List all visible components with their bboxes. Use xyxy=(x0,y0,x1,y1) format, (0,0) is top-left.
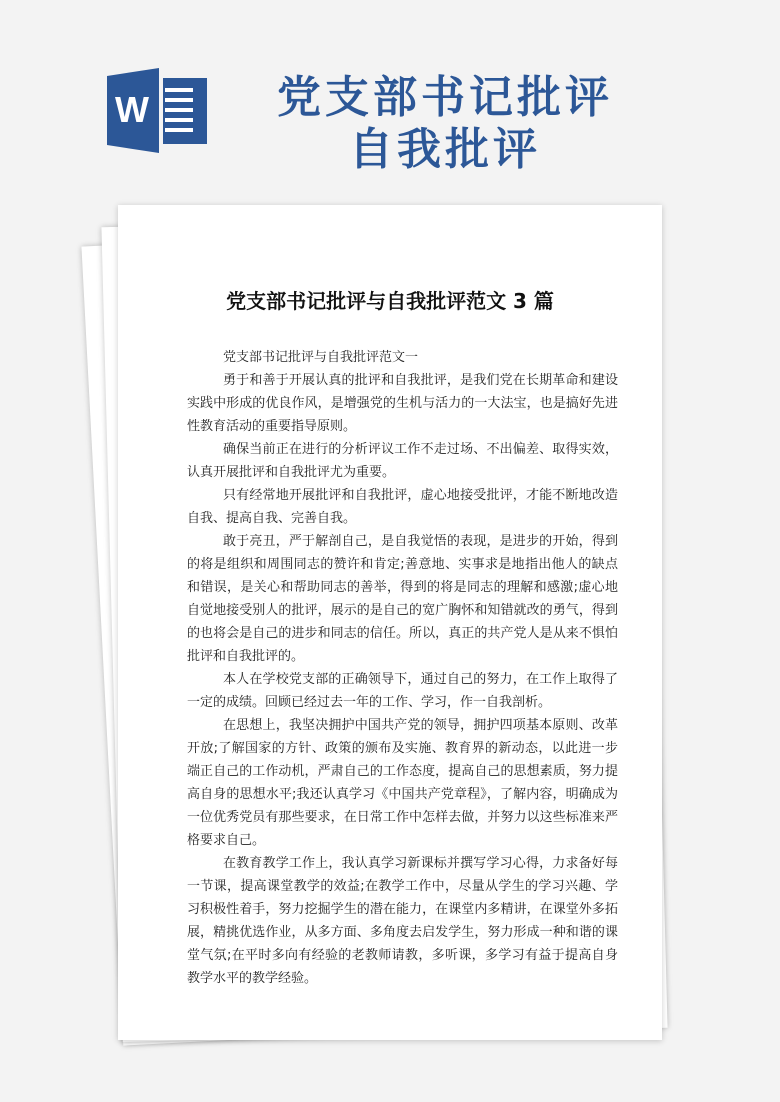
paragraph: 敢于亮丑，严于解剖自己，是自我觉悟的表现，是进步的开始，得到的将是组织和周围同志的赞许和肯定;善意地、实事求是地指出他人的缺点和错误，是关心和帮助同志的善举，得到的将是同志的理解和感激;虚心地自觉地接受别人的批评，展示的是自己的宽广胸怀和知错就改的勇气，得到的也将会是自己的进步和同志的信任。所以，真正的共产党人是从来不惧怕批评和自我批评的。 xyxy=(187,534,618,664)
document-body xyxy=(187,346,618,990)
hero-title xyxy=(250,72,640,176)
document-title: 党支部书记批评与自我批评范文 3 篇 xyxy=(226,289,554,313)
paragraph: 只有经常地开展批评和自我批评，虚心地接受批评，才能不断地改造自我、提高自我、完善自我。 xyxy=(187,488,618,526)
hero-title-line1: 党支部书记批评 xyxy=(277,72,613,123)
paragraph: 在教育教学工作上，我认真学习新课标并撰写学习心得，力求备好每一节课，提高课堂教学的效益;在教学工作中，尽量从学生的学习兴趣、学习积极性着手，努力挖掘学生的潜在能力，在课堂内多精讲，在课堂外多拓展，精挑优选作业，从多方面、多角度去启发学生，努力形成一种和谐的课堂气氛;在平时多向有经验的老教师请教，多听课，多学习有益于提高自身教学水平的教学经验。 xyxy=(187,856,618,986)
paragraph: 确保当前正在进行的分析评议工作不走过场、不出偏差、取得实效，认真开展批评和自我批评尤为重要。 xyxy=(187,442,618,480)
paragraph: 勇于和善于开展认真的批评和自我批评，是我们党在长期革命和建设实践中形成的优良作风，是增强党的生机与活力的一大法宝，也是搞好先进性教育活动的重要指导原则。 xyxy=(187,373,618,434)
word-logo-icon xyxy=(107,68,207,153)
document-page xyxy=(118,205,662,1040)
paragraph: 在思想上，我坚决拥护中国共产党的领导，拥护四项基本原则、改革开放;了解国家的方针、政策的颁布及实施、教育界的新动态，以此进一步端正自己的工作动机，严肃自己的工作态度，提高自己的思想素质，努力提高自身的思想水平;我还认真学习《中国共产党章程》，了解内容，明确成为一位优秀党员有那些要求，在日常工作中怎样去做，并努力以这些标准来严格要求自己。 xyxy=(187,718,618,848)
paragraph: 党支部书记批评与自我批评范文一 xyxy=(223,350,419,365)
paragraph: 本人在学校党支部的正确领导下，通过自己的努力，在工作上取得了一定的成绩。回顾已经过去一年的工作、学习，作一自我剖析。 xyxy=(187,672,618,710)
logo-letter: W xyxy=(115,89,149,130)
hero-title-line2: 自我批评 xyxy=(349,124,541,175)
